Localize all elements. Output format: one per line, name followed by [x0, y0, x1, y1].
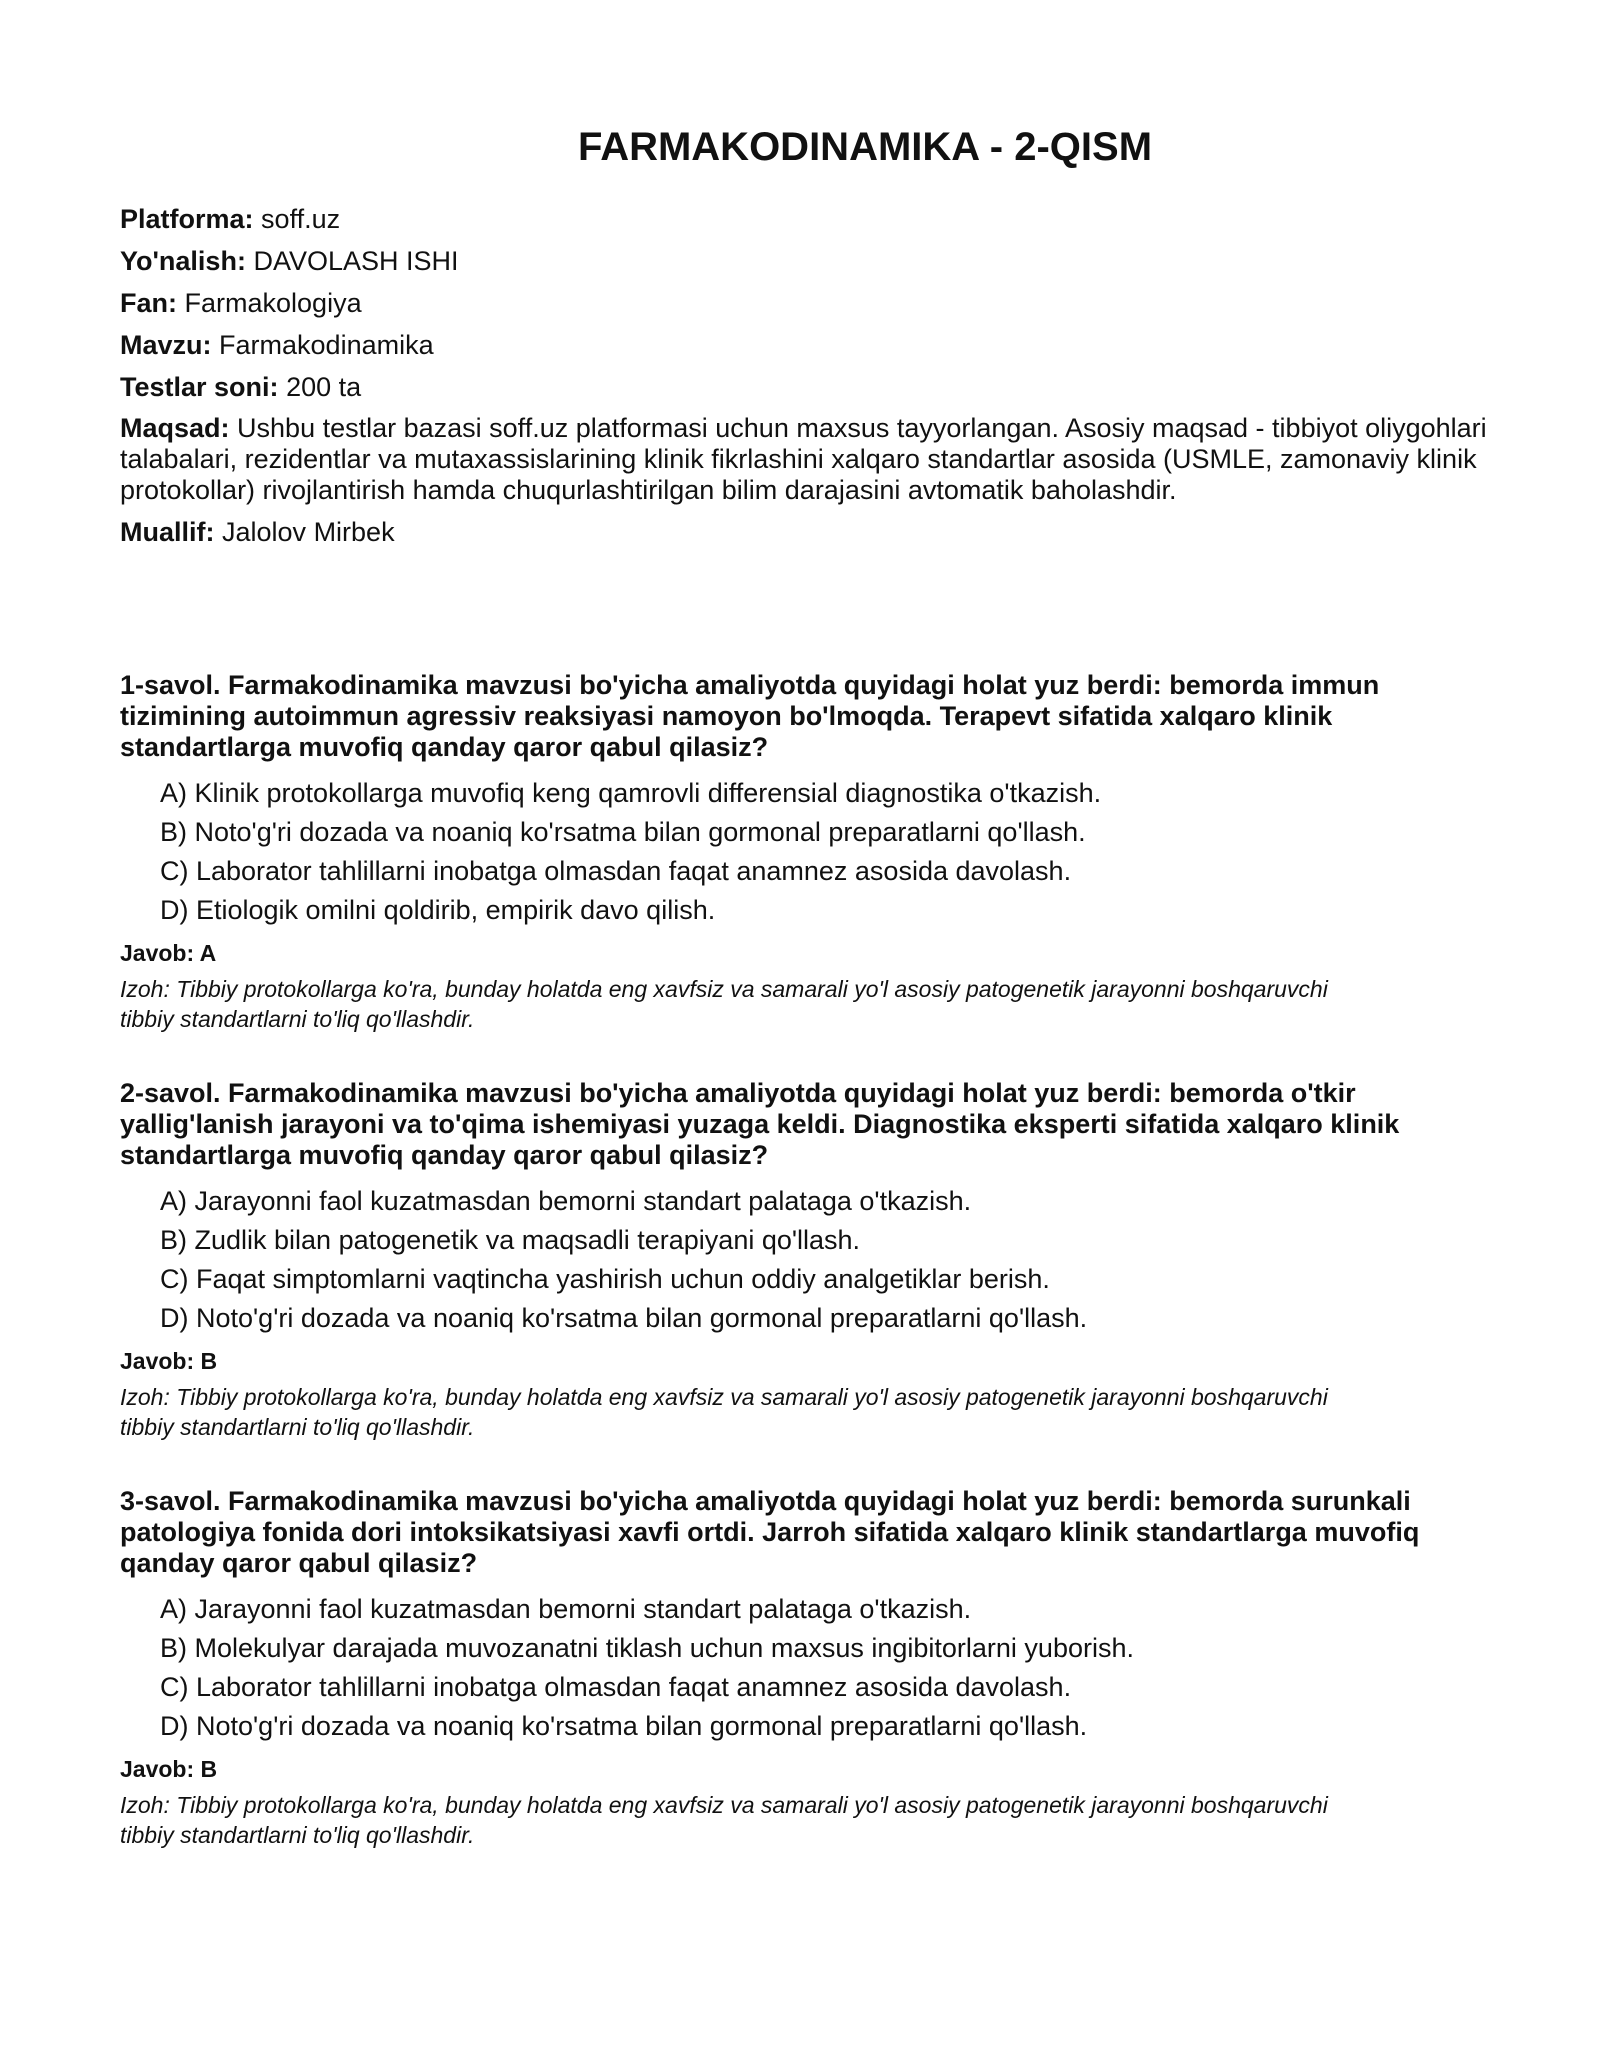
meta-subject-value: Farmakologiya [184, 288, 362, 318]
meta-aim-label: Maqsad: [120, 413, 230, 443]
option-c: C) Faqat simptomlarni vaqtincha yashirish uchun oddiy analgetiklar berish. [160, 1264, 1050, 1294]
answer-options [120, 1182, 1490, 1338]
answer-key: Javob: B [120, 1756, 218, 1782]
option-a: A) Jarayonni faol kuzatmasdan bemorni standart palataga o'tkazish. [160, 1594, 972, 1624]
explanation-note: Izoh: Tibbiy protokollarga ko'ra, bunday holatda eng xavfsiz va samarali yo'l asosiy patogenetik jarayonni boshqaruvchi tibbiy standartlarni to'liq qo'llashdir. [120, 1384, 1328, 1440]
option-c: C) Laborator tahlillarni inobatga olmasdan faqat anamnez asosida davolash. [160, 1672, 1072, 1702]
option-b: B) Noto'g'ri dozada va noaniq ko'rsatma bilan gormonal preparatlarni qo'llash. [160, 817, 1086, 847]
option-a: A) Jarayonni faol kuzatmasdan bemorni standart palataga o'tkazish. [160, 1186, 972, 1216]
question-text: 2-savol. Farmakodinamika mavzusi bo'yicha amaliyotda quyidagi holat yuz berdi: bemorda o'tkir yallig'lanish jarayoni va to'qima ishemiyasi yuzaga keldi. Diagnostika eksperti sifatida xalqaro klinik standartlarga muvofiq qanday qaror qabul qilasiz? [120, 1078, 1400, 1170]
meta-aim [120, 413, 1490, 506]
meta-topic-label: Mavzu: [120, 330, 212, 360]
meta-author-label: Muallif: [120, 517, 215, 547]
meta-count-value: 200 ta [286, 372, 362, 402]
meta-count-label: Testlar soni: [120, 372, 279, 402]
explanation-note: Izoh: Tibbiy protokollarga ko'ra, bunday holatda eng xavfsiz va samarali yo'l asosiy patogenetik jarayonni boshqaruvchi tibbiy standartlarni to'liq qo'llashdir. [120, 1792, 1328, 1848]
option-a: A) Klinik protokollarga muvofiq keng qamrovli differensial diagnostika o'tkazish. [160, 778, 1102, 808]
meta-direction-label: Yo'nalish: [120, 246, 246, 276]
meta-count [120, 371, 1490, 403]
question-block [120, 670, 1490, 1034]
meta-subject [120, 287, 1490, 319]
question-text: 3-savol. Farmakodinamika mavzusi bo'yicha amaliyotda quyidagi holat yuz berdi: bemorda surunkali patologiya fonida dori intoksikatsiyasi xavfi ortdi. Jarroh sifatida xalqaro klinik standartlarga muvofiq qanday qaror qabul qilasiz? [120, 1486, 1420, 1578]
meta-direction-value: DAVOLASH ISHI [253, 246, 459, 276]
question-text: 1-savol. Farmakodinamika mavzusi bo'yicha amaliyotda quyidagi holat yuz berdi: bemorda immun tizimining autoimmun agressiv reaksiyasi namoyon bo'lmoqda. Terapevt sifatida xalqaro klinik standartlarga muvofiq qanday qaror qabul qilasiz? [120, 670, 1380, 762]
meta-platform [120, 203, 1490, 235]
option-d: D) Noto'g'ri dozada va noaniq ko'rsatma bilan gormonal preparatlarni qo'llash. [160, 1711, 1088, 1741]
option-b: B) Molekulyar darajada muvozanatni tiklash uchun maxsus ingibitorlarni yuborish. [160, 1633, 1134, 1663]
explanation-note: Izoh: Tibbiy protokollarga ko'ra, bunday holatda eng xavfsiz va samarali yo'l asosiy patogenetik jarayonni boshqaruvchi tibbiy standartlarni to'liq qo'llashdir. [120, 976, 1328, 1032]
answer-key: Javob: B [120, 1348, 218, 1374]
option-d: D) Noto'g'ri dozada va noaniq ko'rsatma bilan gormonal preparatlarni qo'llash. [160, 1303, 1088, 1333]
meta-author [120, 516, 1490, 548]
meta-direction [120, 245, 1490, 277]
meta-topic [120, 329, 1490, 361]
option-c: C) Laborator tahlillarni inobatga olmasdan faqat anamnez asosida davolash. [160, 856, 1072, 886]
answer-options [120, 774, 1490, 930]
option-d: D) Etiologik omilni qoldirib, empirik davo qilish. [160, 895, 716, 925]
meta-platform-label: Platforma: [120, 204, 254, 234]
document-title: FARMAKODINAMIKA - 2-QISM [577, 125, 1153, 169]
metadata-block [120, 203, 1490, 558]
meta-topic-value: Farmakodinamika [219, 330, 434, 360]
meta-aim-value: Ushbu testlar bazasi soff.uz platformasi uchun maxsus tayyorlangan. Asosiy maqsad - tibbiyot oliygohlari talabalari, rezidentlar va mutaxassislarining klinik fikrlashini xalqaro standartlar asosida (USMLE, zamonaviy klinik protokollar) rivojlantirish hamda chuqurlashtirilgan bilim darajasini avtomatik baholashdir. [120, 413, 1487, 505]
meta-author-value: Jalolov Mirbek [222, 517, 395, 547]
meta-subject-label: Fan: [120, 288, 177, 318]
question-block [120, 1078, 1490, 1442]
question-block [120, 1486, 1490, 1850]
answer-options [120, 1590, 1490, 1746]
option-b: B) Zudlik bilan patogenetik va maqsadli terapiyani qo'llash. [160, 1225, 861, 1255]
meta-platform-value: soff.uz [261, 204, 341, 234]
answer-key: Javob: A [120, 940, 217, 966]
